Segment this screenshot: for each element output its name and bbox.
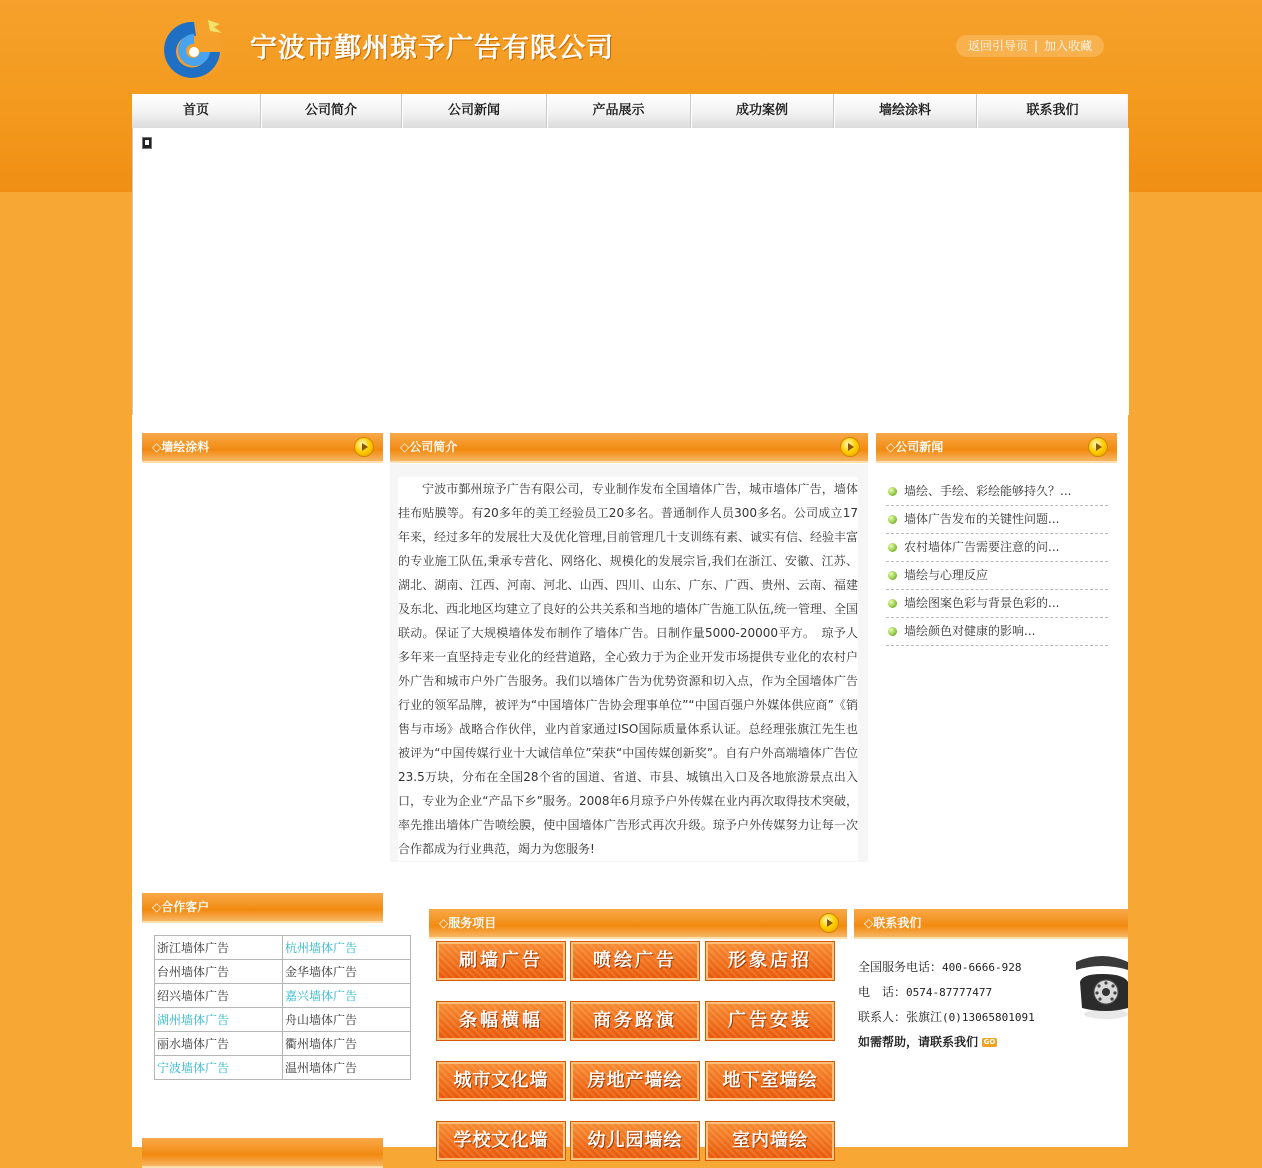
telephone-icon	[1072, 952, 1128, 1022]
service-button[interactable]: 广告安装	[706, 1002, 834, 1040]
news-item-title[interactable]: 农村墙体广告需要注意的问...	[904, 540, 1060, 554]
table-row	[155, 1008, 411, 1032]
nav-item-about[interactable]: 公司简介	[261, 94, 402, 128]
site-title: 宁波市鄞州琼予广告有限公司	[250, 33, 614, 64]
broken-plugin-icon	[142, 137, 152, 149]
news-item[interactable]	[886, 618, 1108, 646]
news-item-title[interactable]: 墙绘颜色对健康的影响...	[904, 624, 1036, 638]
service-button[interactable]: 喷绘广告	[571, 942, 699, 980]
nav-item-paint[interactable]: 墙绘涂料	[834, 94, 977, 128]
client-link[interactable]: 舟山墙体广告	[283, 1008, 411, 1032]
bullet-icon	[888, 543, 897, 552]
news-item[interactable]	[886, 562, 1108, 590]
service-button[interactable]: 房地产墙绘	[571, 1062, 699, 1100]
clients-section-title: ◇合作客户	[152, 900, 210, 914]
service-button[interactable]: 地下室墙绘	[706, 1062, 834, 1100]
table-row	[155, 1056, 411, 1080]
header-link-separator: |	[1034, 39, 1039, 53]
nav-item-news[interactable]: 公司新闻	[402, 94, 547, 128]
service-button[interactable]: 条幅横幅	[437, 1002, 565, 1040]
main-content	[132, 128, 1128, 1151]
client-link[interactable]: 嘉兴墙体广告	[283, 984, 411, 1008]
paint-section-title: ◇墙绘涂料	[152, 440, 210, 454]
table-row	[155, 960, 411, 984]
nav-item-contact[interactable]: 联系我们	[1026, 103, 1079, 118]
help-line	[858, 1030, 1128, 1054]
service-button[interactable]: 幼儿园墙绘	[571, 1122, 699, 1160]
mobile-value: (0)13065801091	[942, 1011, 1035, 1024]
site-header	[132, 0, 1128, 94]
more-arrow-icon[interactable]	[840, 437, 860, 457]
contact-section-title: ◇联系我们	[864, 916, 922, 930]
person-name: 张旗江	[906, 1010, 943, 1024]
client-link[interactable]: 湖州墙体广告	[155, 1008, 283, 1032]
service-button[interactable]: 学校文化墙	[437, 1122, 565, 1160]
help-text[interactable]: 如需帮助，请联系我们	[858, 1035, 979, 1049]
go-button[interactable]: GO	[983, 1038, 996, 1046]
phone-label: 电 话：	[858, 985, 907, 999]
bullet-icon	[888, 627, 897, 636]
main-nav	[132, 94, 1128, 128]
contact-section-header	[854, 909, 1128, 939]
nav-item-cases[interactable]: 成功案例	[691, 94, 834, 128]
intro-section-header	[390, 433, 868, 463]
service-phone-value: 400-6666-928	[942, 961, 1022, 974]
news-item[interactable]	[886, 506, 1108, 534]
add-favorite-link[interactable]: 加入收藏	[1044, 39, 1093, 53]
intro-section-title: ◇公司简介	[400, 440, 458, 454]
news-section-header	[876, 433, 1117, 463]
client-link[interactable]: 台州墙体广告	[155, 960, 283, 984]
header-links	[956, 35, 1104, 57]
news-item-title[interactable]: 墙绘图案色彩与背景色彩的...	[904, 596, 1060, 610]
news-section-title: ◇公司新闻	[886, 440, 944, 454]
news-item[interactable]	[886, 478, 1108, 506]
bullet-icon	[888, 599, 897, 608]
news-item-title[interactable]: 墙绘、手绘、彩绘能够持久？...	[904, 484, 1072, 498]
service-button[interactable]: 形象店招	[706, 942, 834, 980]
company-intro-text: 宁波市鄞州琼予广告有限公司，专业制作发布全国墙体广告，城市墙体广告，墙体挂布贴膜等。有20多年的美工经验员工20多名。普通制作人员300多名。公司成立17年来，经过多年的发展壮大及优化管理,目前管理几十支训练有素、诚实有信、经验丰富的专业施工队伍,秉承专营化、网络化、规模化的发展宗旨,我们在浙江、安徽、江苏、湖北、湖南、江西、河南、河北、山西、四川、山东、广东、广西、贵州、云南、福建及东北、西北地区均建立了良好的公共关系和当地的墙体广告施工队伍,统一管理、全国联动。保证了大规模墙体发布制作了墙体广告。日制作量5000-20000平方。 琼予人多年来一直坚持走专业化的经营道路，全心致力于为企业开发市场提供专业化的农村户外广告和城市户外广告服务。我们以墙体广告为优势资源和切入点，作为全国墙体广告行业的领军品牌，被评为“中国墙体广告协会理事单位”“中国百强户外媒体供应商”《销售与市场》战略合作伙伴，业内首家通过ISO国际质量体系认证。总经理张旗江先生也被评为“中国传媒行业十大诚信单位”荣获“中国传媒创新奖”。自有户外高端墙体广告位23.5万块，分布在全国28个省的国道、省道、市县、城镇出入口及各地旅游景点出入口，专业为企业“产品下乡”服务。2008年6月琼予户外传媒在业内再次取得技术突破，率先推出墙体广告喷绘膜，使中国墙体广告形式再次升级。琼予户外传媒努力让每一次合作都成为行业典范，竭力为您服务!	[398, 477, 858, 861]
more-arrow-icon[interactable]	[1088, 437, 1108, 457]
nav-item-products[interactable]: 产品展示	[547, 94, 691, 128]
bullet-icon	[888, 571, 897, 580]
table-row	[155, 984, 411, 1008]
more-arrow-icon[interactable]	[354, 437, 374, 457]
table-row	[155, 936, 411, 960]
client-link[interactable]: 宁波墙体广告	[155, 1056, 283, 1080]
client-link[interactable]: 浙江墙体广告	[155, 936, 283, 960]
service-button[interactable]: 室内墙绘	[706, 1122, 834, 1160]
client-link[interactable]: 杭州墙体广告	[283, 936, 411, 960]
bullet-icon	[888, 515, 897, 524]
clients-table	[154, 935, 411, 1080]
bullet-icon	[888, 487, 897, 496]
banner-area	[132, 128, 1129, 415]
service-phone-label: 全国服务电话：	[858, 960, 943, 974]
client-link[interactable]: 金华墙体广告	[283, 960, 411, 984]
phone-value: 0574-87777477	[906, 986, 993, 999]
nav-item-home[interactable]: 首页	[132, 94, 261, 128]
company-logo-icon	[158, 12, 230, 84]
service-button[interactable]: 城市文化墙	[437, 1062, 565, 1100]
table-row	[155, 1032, 411, 1056]
services-section-title: ◇服务项目	[439, 916, 497, 930]
news-item[interactable]	[886, 534, 1108, 562]
news-item-title[interactable]: 墙绘与心理反应	[904, 568, 989, 582]
clients-section-header	[142, 893, 383, 923]
more-arrow-icon[interactable]	[819, 913, 839, 933]
services-section-header	[429, 909, 847, 939]
paint-section-header	[142, 433, 383, 463]
client-link[interactable]: 温州墙体广告	[283, 1056, 411, 1080]
partial-section-header	[142, 1138, 383, 1168]
service-button[interactable]: 商务路演	[571, 1002, 699, 1040]
person-label: 联系人：	[858, 1010, 907, 1024]
service-button[interactable]: 刷墙广告	[437, 942, 565, 980]
back-to-guide-link[interactable]: 返回引导页	[968, 39, 1029, 53]
news-item[interactable]	[886, 590, 1108, 618]
client-link[interactable]: 绍兴墙体广告	[155, 984, 283, 1008]
client-link[interactable]: 丽水墙体广告	[155, 1032, 283, 1056]
client-link[interactable]: 衢州墙体广告	[283, 1032, 411, 1056]
news-list	[876, 464, 1116, 644]
news-item-title[interactable]: 墙体广告发布的关键性问题...	[904, 512, 1060, 526]
